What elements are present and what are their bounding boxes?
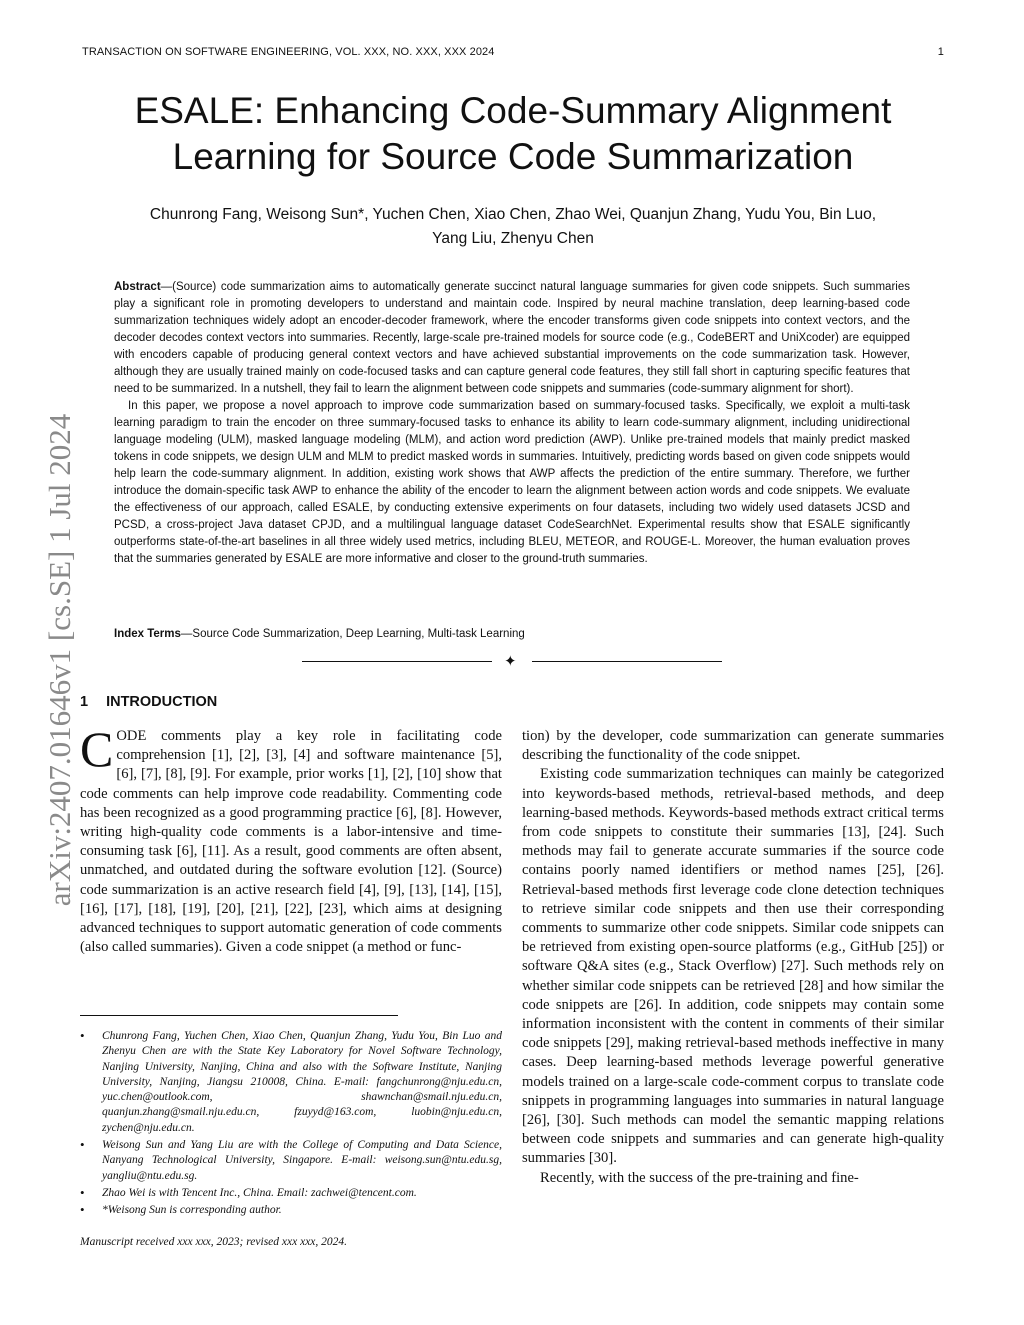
authors-line-1: Chunrong Fang, Weisong Sun*, Yuchen Chen, Xiao Chen, Zhao Wei, Quanjun Zhang, Yudu You, Bin Luo, [149, 206, 877, 223]
manuscript-note: Manuscript received xxx xxx, 2023; revised xxx xxx, 2024. [80, 1236, 348, 1248]
affiliation-footnotes [80, 1029, 502, 1221]
index-terms-label: Index Terms [114, 628, 181, 640]
drop-cap: C [80, 721, 114, 777]
title-line-2: Learning for Source Code Summarization [172, 136, 854, 177]
page-number: 1 [937, 46, 944, 58]
footnote-rule [80, 1015, 398, 1016]
arxiv-stamp: arXiv:2407.01646v1 [cs.SE] 1 Jul 2024 [42, 413, 77, 907]
section-title: INTRODUCTION [106, 694, 218, 710]
abstract-paragraph-2: In this paper, we propose a novel approach to improve code summarization based on summary-focused tasks. Specifically, we exploit a multi-task learning paradigm to train the encoder on three summary-focused tasks to enhance its ability to learn code-summary alignment, including unidirectional language modeling (ULM), masked language modeling (MLM), and action word prediction (AWP). Unlike pre-trained models that mainly predict masked tokens in code snippets, we design ULM and MLM to predict masked words in summaries. Intuitively, predicting words based on given code snippets would help learn the code-summary alignment. In addition, existing work shows that AWP affects the prediction of the entire summary. Therefore, we further introduce the domain-specific task AWP to enhance the ability of the encoder to learn the alignment between action words and code snippets. We evaluate the effectiveness of our approach, called ESALE, by conducting extensive experiments on four datasets, including two widely used datasets JCSD and PCSD, a cross-project Java dataset CPJD, and a multilingual language dataset CodeSearchNet. Experimental results show that ESALE significantly outperforms state-of-the-art baselines in all three widely used metrics, including BLEU, METEOR, and ROUGE-L. Moreover, the human evaluation proves that the summaries generated by ESALE are more informative and closer to the ground-truth summaries. [114, 400, 910, 565]
divider-ornament-icon: ✦ [504, 654, 517, 670]
divider-rule-right [532, 661, 722, 662]
footnote-item: • Zhao Wei is with Tencent Inc., China. Email: zachwei@tencent.com. [80, 1186, 502, 1201]
footnote-item: • Weisong Sun and Yang Liu are with the College of Computing and Data Science, Nanyang Technological University, Singapore. E-mail: weisong.sun@ntu.edu.sg, yangliu@ntu.edu.sg. [80, 1138, 502, 1184]
divider-rule-left [302, 661, 492, 662]
intro-paragraph-right-3: Recently, with the success of the pre-training and fine- [540, 1169, 859, 1186]
intro-paragraph-left: ODE comments play a key role in facilitating code comprehension [1], [2], [3], [4] and software maintenance [5], [6], [7], [8], [9]. For example, prior works [1], [2], [10] show that code comments can help improve code readability. Commenting code has been recognized as a good programming practice [6], [8]. However, writing high-quality code comments is a labor-intensive and time-consuming task [6], [11]. As a result, good comments are often absent, unmatched, and outdated during the software evolution [12]. (Source) code summarization is an active research field [4], [9], [13], [14], [15], [16], [17], [18], [19], [20], [21], [22], [23], which aims at designing advanced techniques to support automatic generation of code comments (also called summaries). Given a code snippet (a method or func- [80, 728, 502, 956]
abstract-paragraph-1: —(Source) code summarization aims to automatically generate succinct natural language summaries for given code snippets. Such summaries play a significant role in promoting developers to understand and maintain code. Inspired by neural machine translation, deep learning-based code summarization techniques widely adopt an encoder-decoder framework, where the encoder transforms given code snippets into context vectors, and the decoder decodes context vectors into summaries. Recently, large-scale pre-trained models for source code (e.g., CodeBERT and UniXcoder) are equipped with encoders capable of producing general context vectors and have achieved substantial improvements on the code summarization task. However, although they are usually trained mainly on code-focused tasks and can capture general code features, they still fall short in capturing specific features that need to be summarized. In a nutshell, they fail to learn the alignment between code snippets and summaries (code-summary alignment for short). [114, 281, 910, 395]
running-title: TRANSACTION ON SOFTWARE ENGINEERING, VOL. XXX, NO. XXX, XXX 2024 [82, 46, 495, 58]
running-header [82, 46, 944, 62]
author-list [82, 203, 944, 251]
abstract-label: Abstract [114, 281, 161, 293]
index-terms-text: —Source Code Summarization, Deep Learning, Multi-task Learning [180, 628, 525, 640]
footnote-item: • *Weisong Sun is corresponding author. [80, 1203, 502, 1218]
abstract [114, 279, 910, 568]
title-line-1: ESALE: Enhancing Code-Summary Alignment [134, 90, 892, 131]
section-divider [302, 654, 722, 670]
footnote-item: • Chunrong Fang, Yuchen Chen, Xiao Chen, Quanjun Zhang, Yudu You, Bin Luo and Zhenyu Chen are with the State Key Laboratory for Novel Software Technology, Nanjing University, Nanjing, China and also with the Software Institute, Nanjing University, Nanjing, Jiangsu 210008, China. E-mail: fangchunrong@nju.edu.cn, yuc.chen@outlook.com, shawnchan@smail.nju.edu.cn, quanjun.zhang@smail.nju.edu.cn, fzuyyd@163.com, luobin@nju.edu.cn, zychen@nju.edu.cn. [80, 1029, 502, 1136]
section-heading [80, 694, 217, 710]
authors-line-2: Yang Liu, Zhenyu Chen [432, 230, 594, 247]
right-column [522, 727, 944, 1188]
index-terms [114, 626, 910, 643]
section-number: 1 [80, 694, 89, 710]
paper-title [82, 88, 944, 180]
left-column [80, 721, 502, 957]
intro-paragraph-right-2: Existing code summarization techniques can mainly be categorized into keywords-based methods, retrieval-based methods, and deep learning-based methods. Keywords-based methods extract critical terms from code snippets to constitute their summaries [13], [24]. Such methods may fail to generate accurate summaries if the source code contains poorly named identifiers or method names [25], [26]. Retrieval-based methods first leverage code clone detection techniques to retrieve similar code snippets and then use their corresponding comments to summarize other code snippets. Similar code snippets can be retrieved from existing open-source platforms (e.g., GitHub [25]) or software Q&A sites (e.g., Stack Overflow) [27]. Such methods rely on whether similar code snippets can be retrieved [28] and how similar the code snippets are [26]. In addition, code snippets may contain some information inconsistent with the content in comments of their similar code snippets [29], making retrieval-based methods ineffective in many cases. Deep learning-based methods leverage powerful generative models trained on a large-scale code-comment corpus to translate code snippets in programming languages into summaries in natural language [26], [30]. Such methods can model the semantic mapping relations between code snippets and summaries and can generate high-quality summaries [30]. [522, 766, 944, 1167]
intro-paragraph-right-1: tion) by the developer, code summarization can generate summaries describing the functionality of the code snippet. [522, 728, 944, 764]
